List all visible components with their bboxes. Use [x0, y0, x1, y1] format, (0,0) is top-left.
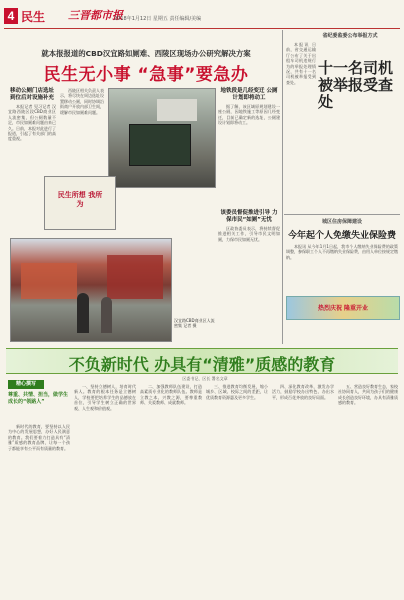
paragraph: 本报讯 日前，省交通运输厅公布了关于出租车司机违规行为的举报处理情况，共有十一名司机被举报受到查处。 — [286, 42, 316, 85]
paragraph: 二、加强教师队伍建设，打造高素质专业化的教师队伍。教师是立教之本、兴教之源，要尊重教师、关爱教师、成就教师。 — [140, 384, 202, 406]
feature-body-col6 — [338, 384, 398, 594]
paragraph: 据了解，该区域原规划建设一座公厕，因地铁施工等原因几经变迁，目前已确定新的选址，公厕建设计划即将动工。 — [218, 104, 280, 126]
feature-pullquote: 尊重、共情、担当，做学生成长的“领路人” — [8, 392, 69, 405]
section-number: 4 — [4, 8, 18, 24]
paragraph: 区政协委员表示，将持续督促推进相关工作，引导市民文明如厕，力保市民如厕无忧。 — [218, 226, 280, 242]
paper-logo: 三晋都市报 — [68, 9, 123, 22]
feature-body-col3 — [140, 384, 202, 594]
photo-person — [77, 293, 89, 333]
section-divider — [284, 214, 400, 215]
ad-text: 热烈庆祝 隆重开业 — [317, 305, 369, 312]
main-body-col1 — [8, 104, 56, 174]
feature-body-col2 — [74, 384, 136, 594]
main-body-col4 — [218, 226, 280, 336]
main-kicker: 就本报报道的CBD汉宜路如厕难、西陵区现场办公研究解决方案 — [41, 49, 251, 58]
feature-body-col1 — [8, 424, 70, 594]
page-header — [4, 6, 400, 29]
slogan-sign-photo — [44, 176, 116, 230]
photo-pillar — [129, 124, 191, 166]
market-street-photo — [10, 238, 172, 342]
feature-body-col4 — [206, 384, 268, 594]
right-kicker: 省纪委监委公布举报方式 — [322, 33, 378, 39]
main-subhead-1: 移动公厕门店选址 到位后对设施补充 — [9, 88, 54, 101]
photo-person — [101, 297, 112, 333]
paragraph: 三、推进教育均衡发展，缩小城乡、区域、校际之间的差距，让优质教育资源惠及更多学生。 — [206, 384, 268, 400]
column-divider — [282, 30, 283, 344]
photo-stall — [107, 255, 163, 299]
right-body — [286, 42, 316, 212]
main-subhead-3: 该委员督促推进引导 力保市民“如厕”无忧 — [220, 210, 278, 223]
paragraph: 四、深化教育改革，激发办学活力，鼓励学校办出特色、办出水平，形成百花齐放的良好局面。 — [272, 384, 334, 400]
issue-info: 2018年1月12日 星期五 责任编辑/美编 — [114, 16, 202, 22]
main-subhead-2: 地铁段是几经变迁 公厕计划即将动工 — [220, 88, 278, 101]
paragraph: 西陵区相关负责人表示，将尽快在周边选址设置移动公厕，同时协调沿街商户开放内部卫生间，缓解市民如厕难问题。 — [60, 88, 104, 115]
feature-badge: 精心撰写 — [8, 380, 44, 389]
sidebar-kicker: 城区住房保障建设 — [321, 219, 362, 225]
feature-byline: 区委书记、区长 署名文章 — [182, 376, 228, 381]
paragraph: 新时代的教育，要坚持以人民为中心的发展思想，办好人民满意的教育。我们要着力打造具有“清雅”质感的教育品牌，让每一个孩子都能享有公平而有质量的教育。 — [8, 424, 70, 451]
section-name: 民生 — [21, 10, 46, 24]
main-body-col2 — [60, 88, 104, 174]
paragraph: 一、坚持立德树人，培育时代新人。教育的根本任务是立德树人，学校要把培养学生的品德放在首位，引导学生树立正确的世界观、人生观和价值观。 — [74, 384, 136, 411]
feature-body-col5 — [272, 384, 334, 594]
sidebar-body — [286, 244, 398, 292]
street-photo — [108, 88, 216, 188]
paragraph: 五、营造良好教育生态，家校社协同育人，共同为孩子们的健康成长创造良好环境，办具有清雅质感的教育。 — [338, 384, 398, 406]
right-headline: 十一名司机被举报受查处 — [318, 59, 394, 111]
paragraph: 本报记者 见习记者 汉宜路西陵区段CBD商业区人流密集，但公厕数量不足，市民如厕难问题由来已久。日前，本报对此进行了报道，引起了有关部门的高度重视。 — [8, 104, 56, 142]
advertisement — [286, 296, 400, 320]
feature-headline: 不负新时代 办具有“清雅”质感的教育 — [68, 355, 336, 374]
sidebar-headline: 今年起个人免缴失业保险费 — [287, 231, 396, 241]
main-body-col3 — [218, 104, 280, 204]
paragraph: 本报讯 从今年1月1日起，我市个人缴纳失业保险费的政策调整，参保职工个人不再缴纳失业保险费，由用人单位按规定缴纳。 — [286, 244, 398, 260]
sign-slogan: 民生所想 我所为 — [57, 191, 103, 208]
photo-stall — [21, 263, 77, 299]
photo-sign-board — [157, 99, 197, 121]
feature-banner — [6, 348, 398, 374]
photo-caption: 汉宜路CBD商业区人流密集 记者 摄 — [174, 318, 215, 328]
main-headline: 民生无小事 “急事”要急办 — [43, 65, 249, 85]
